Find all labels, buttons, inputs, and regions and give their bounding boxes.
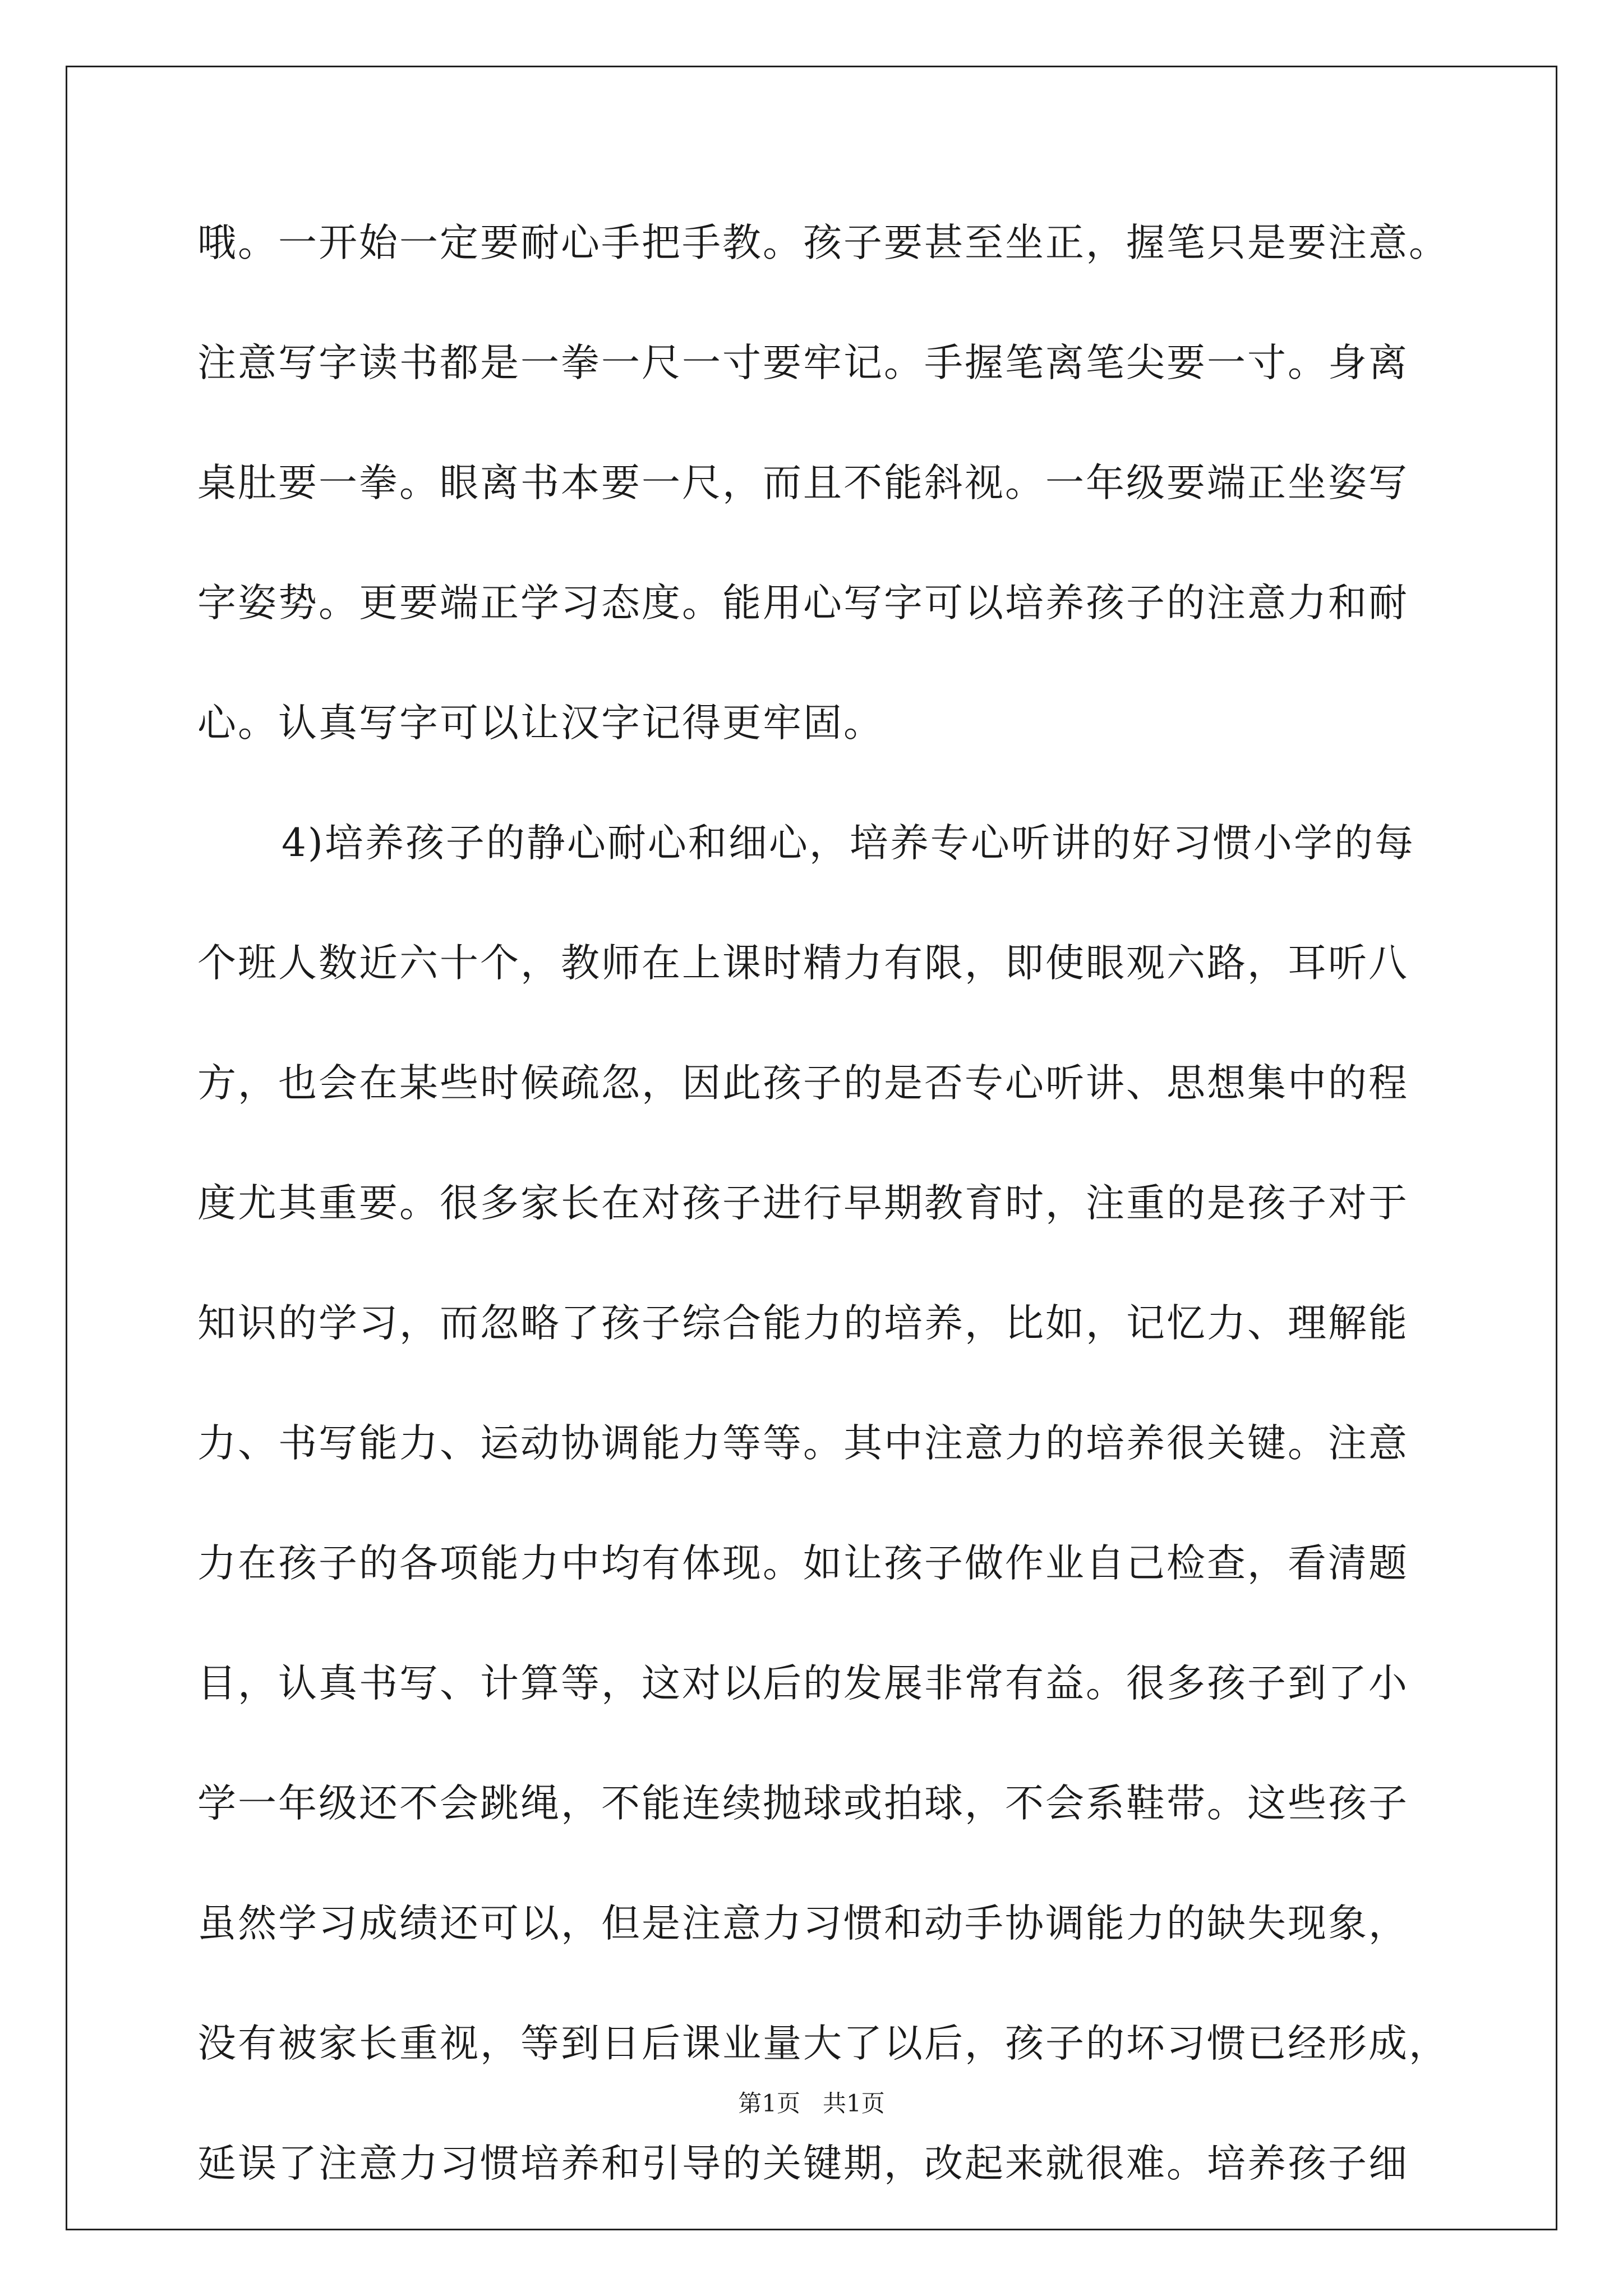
text-line: 哦。一开始一定要耐心手把手教。孩子要甚至坐正，握笔只是要注意。 <box>197 220 1449 265</box>
document-body <box>197 212 1470 2253</box>
text-line: 度尤其重要。很多家长在对孩子进行早期教育时，注重的是孩子对于 <box>197 1181 1409 1226</box>
text-line: 个班人数近六十个，教师在上课时精力有限，即使眼观六路，耳听八 <box>197 941 1409 986</box>
text-line: 力在孩子的各项能力中均有体现。如让孩子做作业自己检查，看清题 <box>197 1541 1409 1586</box>
page-number-footer: 第1页 共1页 <box>738 2090 885 2117</box>
text-line: 桌肚要一拳。眼离书本要一尺，而且不能斜视。一年级要端正坐姿写 <box>197 461 1409 505</box>
text-line: 注意写字读书都是一拳一尺一寸要牢记。手握笔离笔尖要一寸。身离 <box>197 341 1409 385</box>
text-line: 力、书写能力、运动协调能力等等。其中注意力的培养很关键。注意 <box>197 1421 1409 1466</box>
text-line: 没有被家长重视，等到日后课业量大了以后，孩子的坏习惯已经形成， <box>197 2021 1449 2066</box>
text-line: 虽然学习成绩还可以，但是注意力习惯和动手协调能力的缺失现象， <box>197 1901 1409 1946</box>
text-line: 延误了注意力习惯培养和引导的关键期，改起来就很难。培养孩子细 <box>197 2141 1409 2186</box>
text-line: 字姿势。更要端正学习态度。能用心写字可以培养孩子的注意力和耐 <box>197 581 1409 625</box>
text-line: 心。认真写字可以让汉字记得更牢固。 <box>197 701 884 746</box>
text-line: 方，也会在某些时候疏忽，因此孩子的是否专心听讲、思想集中的程 <box>197 1061 1409 1106</box>
text-line: 知识的学习，而忽略了孩子综合能力的培养，比如，记忆力、理解能 <box>197 1301 1409 1346</box>
paragraph-start-line: 4)培养孩子的静心耐心和细心，培养专心听讲的好习惯小学的每 <box>282 821 1415 866</box>
text-line: 学一年级还不会跳绳，不能连续抛球或拍球，不会系鞋带。这些孩子 <box>197 1781 1409 1826</box>
text-line: 目，认真书写、计算等，这对以后的发展非常有益。很多孩子到了小 <box>197 1661 1409 1706</box>
